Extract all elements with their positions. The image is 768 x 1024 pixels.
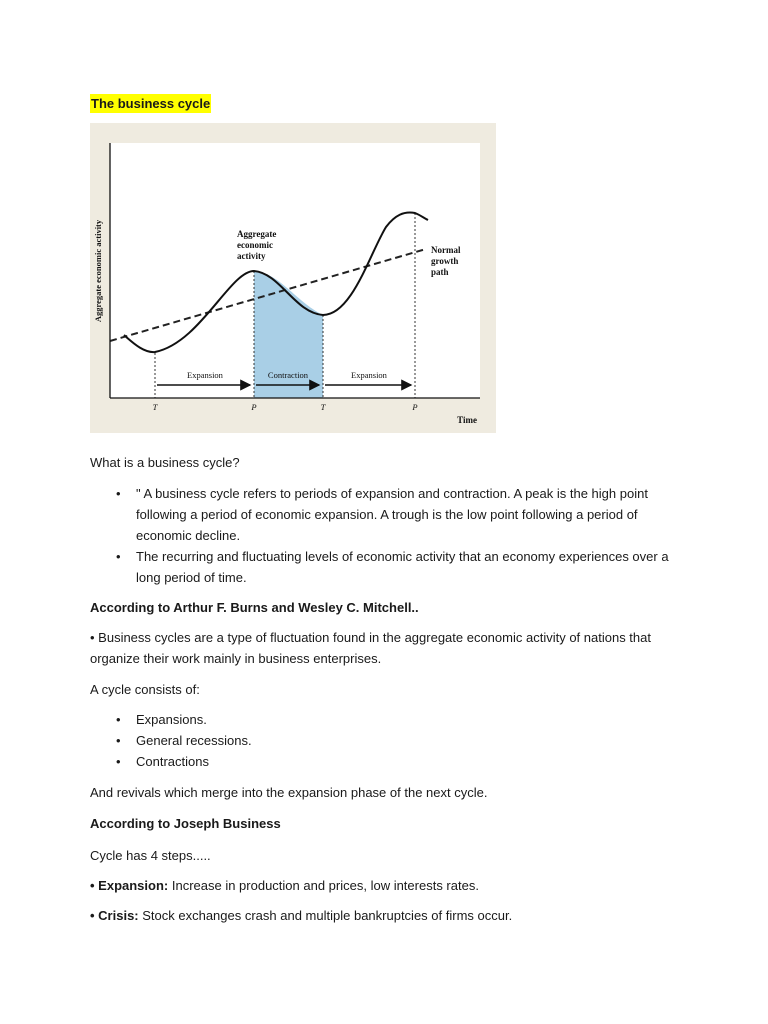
expansion-label: • Expansion: [90, 878, 169, 893]
list-item: • General recessions. [90, 730, 690, 751]
phase-label-contraction: Contraction [267, 370, 309, 380]
page-title: The business cycle [91, 96, 211, 111]
y-axis-label: Aggregate economic activity [93, 219, 103, 323]
curve-label-line-2: economic [237, 240, 273, 250]
revivals-text: And revivals which merge into the expansion phase of the next cycle. [90, 785, 488, 800]
list-item: • " A business cycle refers to periods of expansion and contraction. A peak is the high point following a period of economic expansion. A trough is the low point following a period of economic decline. [90, 483, 690, 546]
list-item: • Expansions. [90, 709, 690, 730]
trend-label-line-2: growth [431, 256, 459, 266]
cycle-parts-list [90, 709, 690, 772]
burns-mitchell-heading: According to Arthur F. Burns and Wesley C. Mitchell.. [90, 600, 419, 615]
list-item: • The recurring and fluctuating levels of economic activity that an economy experiences over a long period of time. [90, 546, 690, 588]
crisis-text: Stock exchanges crash and multiple bankruptcies of firms occur. [138, 908, 513, 923]
joseph-heading: According to Joseph Business [90, 816, 281, 831]
curve-label-line-3: activity [237, 251, 266, 261]
expansion-item [90, 875, 680, 896]
tick-label-p2: P [412, 402, 418, 412]
list-item: • Contractions [90, 751, 690, 772]
tick-label-t2: T [320, 402, 326, 412]
phase-label-expansion-2: Expansion [351, 370, 387, 380]
phase-label-expansion-1: Expansion [187, 370, 223, 380]
cycle-steps-text: Cycle has 4 steps..... [90, 848, 211, 863]
question-what-is-cycle: What is a business cycle? [90, 455, 240, 470]
x-axis-label: Time [457, 415, 477, 425]
expansion-text: Increase in production and prices, low interests rates. [168, 878, 479, 893]
trend-label-line-3: path [431, 267, 449, 277]
cycle-consists-label: A cycle consists of: [90, 682, 200, 697]
crisis-label: • Crisis: [90, 908, 139, 923]
crisis-item [90, 905, 680, 926]
definition-list [90, 483, 690, 588]
burns-mitchell-text: • Business cycles are a type of fluctuation found in the aggregate economic activity of nations that organize their work mainly in business enterprises. [90, 630, 651, 666]
business-cycle-figure [90, 123, 496, 433]
tick-label-t1: T [152, 402, 158, 412]
tick-label-p1: P [251, 402, 257, 412]
curve-label-line-1: Aggregate [237, 229, 277, 239]
trend-label-line-1: Normal [431, 245, 461, 255]
